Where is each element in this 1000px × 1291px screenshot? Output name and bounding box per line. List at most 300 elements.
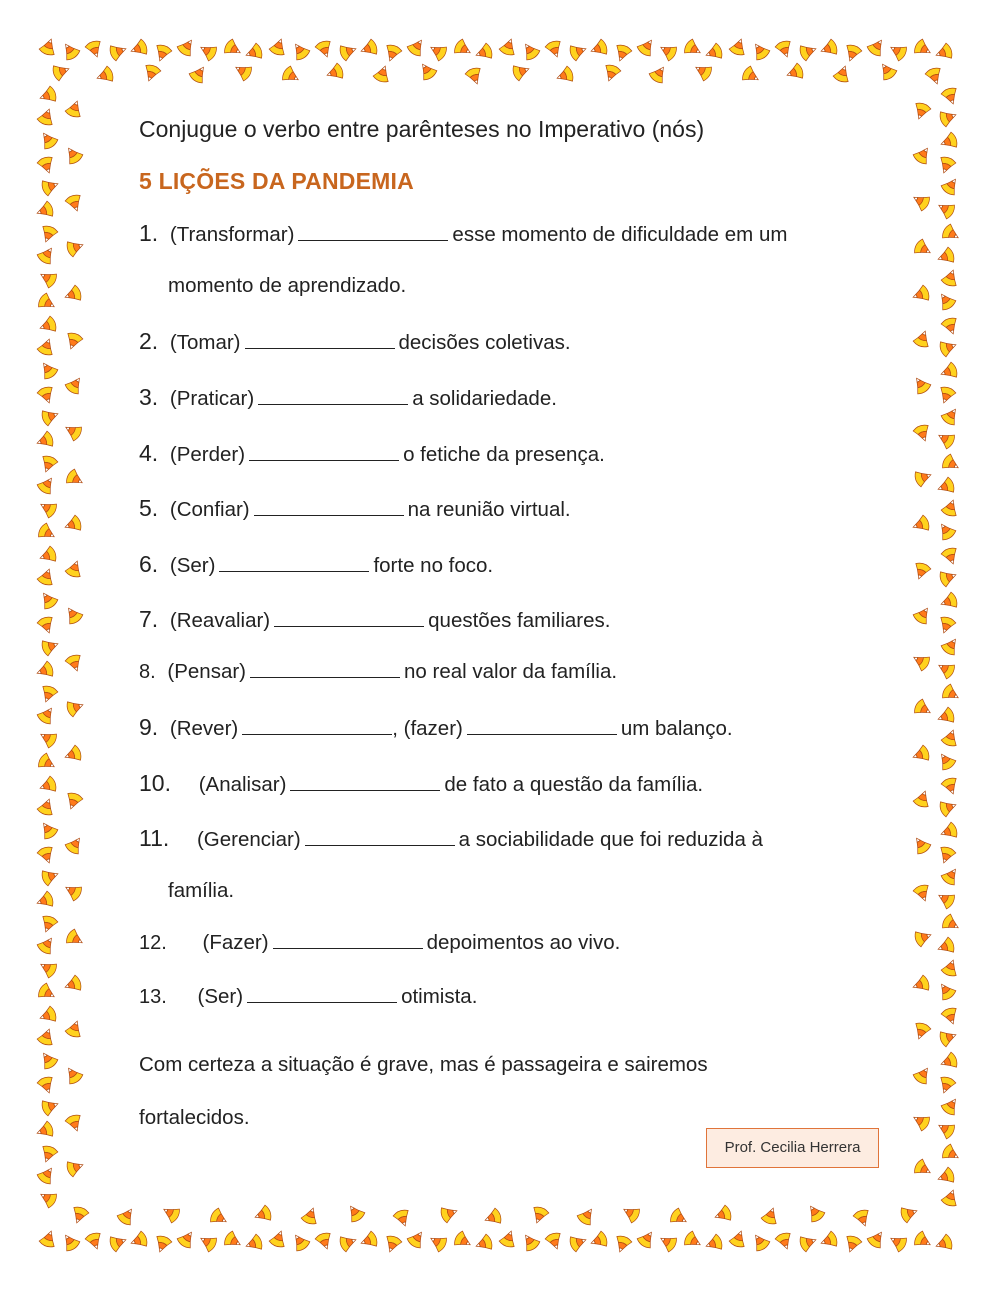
candy-corn-icon xyxy=(37,775,58,796)
candy-corn-icon xyxy=(940,497,961,518)
sentence-rest: a sociabilidade que foi reduzida à xyxy=(458,828,763,851)
candy-corn-icon xyxy=(910,374,932,396)
candy-corn-icon xyxy=(936,155,957,176)
sentence-rest: na reunião virtual. xyxy=(407,498,571,521)
candy-corn-icon xyxy=(358,38,379,59)
candy-corn-icon xyxy=(392,1208,413,1229)
candy-corn-icon xyxy=(832,63,853,84)
candy-corn-icon xyxy=(40,406,61,427)
candy-corn-icon xyxy=(289,40,311,62)
candy-corn-icon xyxy=(940,913,962,935)
candy-corn-icon xyxy=(940,683,962,705)
candy-corn-icon xyxy=(912,1230,934,1252)
candy-corn-icon xyxy=(935,980,957,1002)
candy-corn-icon xyxy=(37,957,59,979)
candy-corn-icon xyxy=(936,1075,957,1096)
candy-corn-icon xyxy=(912,144,934,166)
exercise-item-5 xyxy=(139,495,571,522)
item-number: 1. xyxy=(139,220,159,246)
closing-text-line-2: fortalecidos. xyxy=(139,1106,250,1129)
candy-corn-icon xyxy=(935,750,957,772)
candy-corn-icon xyxy=(36,155,57,176)
author-box: Prof. Cecilia Herrera xyxy=(706,1128,879,1168)
candy-corn-icon xyxy=(372,63,393,84)
candy-corn-icon xyxy=(37,545,58,566)
exercise-item-9 xyxy=(139,714,733,741)
candy-corn-icon xyxy=(712,1204,733,1225)
exercise-item-11-continuation: família. xyxy=(168,879,235,902)
candy-corn-icon xyxy=(94,65,115,86)
answer-blank[interactable] xyxy=(219,554,369,572)
verb-hint: (Ser) xyxy=(169,554,216,577)
candy-corn-icon xyxy=(519,40,541,62)
candy-corn-icon xyxy=(910,1110,932,1132)
candy-corn-icon xyxy=(40,636,61,657)
second-verb-hint: , (fazer) xyxy=(392,717,463,740)
candy-corn-icon xyxy=(37,85,58,106)
answer-blank[interactable] xyxy=(273,931,423,949)
candy-corn-icon xyxy=(40,866,61,887)
candy-corn-icon xyxy=(280,65,302,87)
candy-corn-icon xyxy=(36,522,58,544)
candy-corn-icon xyxy=(36,615,57,636)
candy-corn-icon xyxy=(64,834,86,856)
candy-corn-icon xyxy=(84,39,105,60)
candy-corn-icon xyxy=(784,62,805,83)
candy-corn-icon xyxy=(938,821,959,842)
candy-corn-icon xyxy=(636,36,658,58)
candy-corn-icon xyxy=(64,558,85,579)
candy-corn-icon xyxy=(933,1233,954,1254)
candy-corn-icon xyxy=(936,615,957,636)
candy-corn-icon xyxy=(554,65,575,86)
candy-corn-icon xyxy=(37,589,59,611)
candy-corn-icon xyxy=(338,1232,359,1253)
candy-corn-icon xyxy=(911,561,932,582)
candy-corn-icon xyxy=(576,1205,598,1227)
candy-corn-icon xyxy=(798,41,819,62)
candy-corn-icon xyxy=(36,474,58,496)
candy-corn-icon xyxy=(912,328,933,349)
candy-corn-icon xyxy=(197,40,219,62)
candy-corn-icon xyxy=(452,1230,474,1252)
answer-blank-2[interactable] xyxy=(467,717,617,735)
candy-corn-icon xyxy=(601,63,622,84)
candy-corn-icon xyxy=(36,704,58,726)
verb-hint: (Praticar) xyxy=(169,387,255,410)
candy-corn-icon xyxy=(935,706,956,727)
candy-corn-icon xyxy=(568,41,589,62)
candy-corn-icon xyxy=(176,1228,198,1250)
candy-corn-icon xyxy=(935,290,957,312)
candy-corn-icon xyxy=(128,1230,149,1251)
candy-corn-icon xyxy=(324,62,345,83)
candy-corn-icon xyxy=(62,284,83,305)
candy-corn-icon xyxy=(935,1118,957,1140)
candy-corn-icon xyxy=(866,36,888,58)
exercise-item-11 xyxy=(139,825,763,852)
candy-corn-icon xyxy=(64,374,86,396)
candy-corn-icon xyxy=(703,42,724,63)
sentence-rest: de fato a questão da família. xyxy=(444,773,704,796)
candy-corn-icon xyxy=(473,1233,494,1254)
candy-corn-icon xyxy=(63,331,84,352)
item-number: 5. xyxy=(139,495,159,521)
candy-corn-icon xyxy=(64,98,85,119)
candy-corn-icon xyxy=(152,1234,173,1255)
candy-corn-icon xyxy=(37,497,59,519)
answer-blank[interactable] xyxy=(247,985,397,1003)
candy-corn-icon xyxy=(728,36,749,57)
answer-blank[interactable] xyxy=(242,717,392,735)
item-number: 8. xyxy=(139,661,156,683)
candy-corn-icon xyxy=(804,1202,826,1224)
candy-corn-icon xyxy=(912,604,934,626)
candy-corn-icon xyxy=(65,1157,86,1178)
candy-corn-icon xyxy=(588,38,609,59)
candy-corn-icon xyxy=(933,42,954,63)
candy-corn-icon xyxy=(940,86,961,107)
candy-corn-icon xyxy=(913,927,934,948)
candy-corn-icon xyxy=(935,658,957,680)
candy-corn-icon xyxy=(938,361,959,382)
exercise-item-1-continuation: momento de aprendizado. xyxy=(168,274,407,297)
verb-hint: (Reavaliar) xyxy=(169,609,271,632)
candy-corn-icon xyxy=(818,38,839,59)
candy-corn-icon xyxy=(37,267,59,289)
candy-corn-icon xyxy=(65,237,86,258)
answer-blank[interactable] xyxy=(245,331,395,349)
sentence-rest: o fetiche da presença. xyxy=(403,443,605,466)
candy-corn-icon xyxy=(940,1187,961,1208)
candy-corn-icon xyxy=(938,107,959,128)
candy-corn-icon xyxy=(749,40,771,62)
sentence-rest: no real valor da família. xyxy=(404,660,618,683)
candy-corn-icon xyxy=(108,1232,129,1253)
candy-corn-icon xyxy=(657,1231,679,1253)
candy-corn-icon xyxy=(36,106,57,127)
candy-corn-icon xyxy=(620,1202,642,1224)
candy-corn-icon xyxy=(314,39,335,60)
candy-corn-icon xyxy=(38,36,59,57)
candy-corn-icon xyxy=(912,423,933,444)
answer-blank[interactable] xyxy=(254,498,404,516)
candy-corn-icon xyxy=(37,315,58,336)
candy-corn-icon xyxy=(427,1231,449,1253)
candy-corn-icon xyxy=(37,1005,58,1026)
candy-corn-icon xyxy=(243,1233,264,1254)
exercise-item-6 xyxy=(139,551,493,578)
candy-corn-icon xyxy=(382,1234,403,1255)
answer-blank[interactable] xyxy=(298,223,448,241)
exercise-item-8 xyxy=(139,660,617,684)
candy-corn-icon xyxy=(887,40,909,62)
candy-corn-icon xyxy=(59,40,81,62)
candy-corn-icon xyxy=(64,1113,85,1134)
candy-corn-icon xyxy=(160,1202,182,1224)
sentence-rest: esse momento de dificuldade em um xyxy=(452,223,788,246)
sentence-rest: questões familiares. xyxy=(428,609,611,632)
candy-corn-icon xyxy=(34,1120,55,1141)
sentence-rest: forte no foco. xyxy=(373,554,494,577)
candy-corn-icon xyxy=(416,60,438,82)
verb-hint: (Rever) xyxy=(169,717,239,740)
candy-corn-icon xyxy=(910,650,932,672)
candy-corn-icon xyxy=(382,43,403,64)
candy-corn-icon xyxy=(935,520,957,542)
candy-corn-icon xyxy=(314,1231,335,1252)
candy-corn-icon xyxy=(268,1228,289,1249)
candy-corn-icon xyxy=(940,175,962,197)
candy-corn-icon xyxy=(36,796,57,817)
candy-corn-icon xyxy=(913,467,934,488)
candy-corn-icon xyxy=(222,38,244,60)
candy-corn-icon xyxy=(935,888,957,910)
instruction-text: Conjugue o verbo entre parênteses no Imperativo (nós) xyxy=(139,116,705,142)
candy-corn-icon xyxy=(108,41,129,62)
candy-corn-icon xyxy=(36,566,57,587)
candy-corn-icon xyxy=(37,819,59,841)
candy-corn-icon xyxy=(682,38,704,60)
candy-corn-icon xyxy=(938,131,959,152)
candy-corn-icon xyxy=(36,752,58,774)
candy-corn-icon xyxy=(222,1230,244,1252)
candy-corn-icon xyxy=(37,129,59,151)
candy-corn-icon xyxy=(852,1208,873,1229)
candy-corn-icon xyxy=(36,845,57,866)
candy-corn-icon xyxy=(940,727,961,748)
candy-corn-icon xyxy=(34,430,55,451)
candy-corn-icon xyxy=(529,1205,550,1226)
candy-corn-icon xyxy=(36,292,58,314)
candy-corn-icon xyxy=(938,1051,959,1072)
candy-corn-icon xyxy=(544,39,565,60)
item-number: 4. xyxy=(139,440,159,466)
candy-corn-icon xyxy=(65,697,86,718)
item-number: 12. xyxy=(139,932,167,954)
candy-corn-icon xyxy=(37,1187,59,1209)
candy-corn-icon xyxy=(940,316,961,337)
candy-corn-icon xyxy=(300,1205,321,1226)
candy-corn-icon xyxy=(344,1202,366,1224)
candy-corn-icon xyxy=(62,420,84,442)
candy-corn-icon xyxy=(36,385,57,406)
candy-corn-icon xyxy=(912,38,934,60)
candy-corn-icon xyxy=(63,791,84,812)
candy-corn-icon xyxy=(938,567,959,588)
exercise-item-4 xyxy=(139,440,605,467)
candy-corn-icon xyxy=(268,36,289,57)
candy-corn-icon xyxy=(34,890,55,911)
candy-corn-icon xyxy=(842,43,863,64)
candy-corn-icon xyxy=(406,36,428,58)
candy-corn-icon xyxy=(912,698,934,720)
candy-corn-icon xyxy=(899,1203,920,1224)
candy-corn-icon xyxy=(406,1228,428,1250)
candy-corn-icon xyxy=(940,776,961,797)
candy-corn-icon xyxy=(936,385,957,406)
sentence-rest: otimista. xyxy=(401,985,478,1008)
exercise-item-10 xyxy=(139,770,703,797)
candy-corn-icon xyxy=(940,223,962,245)
candy-corn-icon xyxy=(498,36,519,57)
candy-corn-icon xyxy=(798,1232,819,1253)
candy-corn-icon xyxy=(64,193,85,214)
candy-corn-icon xyxy=(935,428,957,450)
answer-blank[interactable] xyxy=(305,828,455,846)
candy-corn-icon xyxy=(703,1233,724,1254)
verb-hint: (Ser) xyxy=(197,985,244,1008)
candy-corn-icon xyxy=(511,61,532,82)
candy-corn-icon xyxy=(818,1230,839,1251)
candy-corn-icon xyxy=(38,684,59,705)
candy-corn-icon xyxy=(40,176,61,197)
exercise-item-2 xyxy=(139,328,571,355)
answer-blank[interactable] xyxy=(274,609,424,627)
candy-corn-icon xyxy=(728,1228,749,1249)
candy-corn-icon xyxy=(36,336,57,357)
candy-corn-icon xyxy=(935,936,956,957)
candy-corn-icon xyxy=(910,834,932,856)
verb-hint: (Confiar) xyxy=(169,498,250,521)
candy-corn-icon xyxy=(636,1228,658,1250)
verb-hint: (Transformar) xyxy=(169,223,295,246)
candy-corn-icon xyxy=(38,1228,59,1249)
candy-corn-icon xyxy=(668,1207,690,1229)
candy-corn-icon xyxy=(936,845,957,866)
answer-blank[interactable] xyxy=(250,660,400,678)
candy-corn-icon xyxy=(519,1231,541,1253)
candy-corn-icon xyxy=(912,1158,934,1180)
closing-text-line-1: Com certeza a situação é grave, mas é passageira e sairemos xyxy=(139,1053,708,1076)
answer-blank[interactable] xyxy=(249,443,399,461)
exercise-item-13 xyxy=(139,985,477,1009)
candy-corn-icon xyxy=(36,1026,57,1047)
item-number: 7. xyxy=(139,606,159,632)
candy-corn-icon xyxy=(910,744,931,765)
candy-corn-icon xyxy=(197,1231,219,1253)
candy-corn-icon xyxy=(439,1203,460,1224)
candy-corn-icon xyxy=(940,453,962,475)
candy-corn-icon xyxy=(36,934,58,956)
verb-hint: (Gerenciar) xyxy=(196,828,301,851)
candy-corn-icon xyxy=(910,514,931,535)
candy-corn-icon xyxy=(64,468,86,490)
answer-blank[interactable] xyxy=(290,773,440,791)
candy-corn-icon xyxy=(910,284,931,305)
candy-corn-icon xyxy=(62,1064,84,1086)
candy-corn-icon xyxy=(64,1018,85,1039)
candy-corn-icon xyxy=(940,267,961,288)
exercise-item-12 xyxy=(139,931,620,955)
candy-corn-icon xyxy=(887,1231,909,1253)
candy-corn-icon xyxy=(128,38,149,59)
candy-corn-icon xyxy=(657,40,679,62)
candy-corn-icon xyxy=(243,42,264,63)
candy-corn-icon xyxy=(141,63,162,84)
candy-corn-icon xyxy=(176,36,198,58)
item-number: 9. xyxy=(139,714,159,740)
candy-corn-icon xyxy=(940,957,961,978)
candy-corn-icon xyxy=(924,66,945,87)
candy-corn-icon xyxy=(38,1144,59,1165)
verb-hint: (Tomar) xyxy=(169,331,241,354)
candy-corn-icon xyxy=(427,40,449,62)
candy-corn-icon xyxy=(866,1228,888,1250)
candy-corn-icon xyxy=(940,405,962,427)
candy-corn-icon xyxy=(37,359,59,381)
answer-blank[interactable] xyxy=(258,387,408,405)
candy-corn-icon xyxy=(935,476,956,497)
candy-corn-icon xyxy=(37,727,59,749)
candy-corn-icon xyxy=(912,883,933,904)
candy-corn-icon xyxy=(338,41,359,62)
candy-corn-icon xyxy=(36,1164,58,1186)
candy-corn-icon xyxy=(358,1230,379,1251)
candy-corn-icon xyxy=(692,60,714,82)
candy-corn-icon xyxy=(38,224,59,245)
item-number: 11. xyxy=(139,825,170,851)
candy-corn-icon xyxy=(36,1075,57,1096)
candy-corn-icon xyxy=(612,43,633,64)
candy-corn-icon xyxy=(760,1205,781,1226)
candy-corn-icon xyxy=(940,546,961,567)
candy-corn-icon xyxy=(498,1228,519,1249)
candy-corn-icon xyxy=(34,660,55,681)
candy-corn-icon xyxy=(912,1064,934,1086)
candy-corn-icon xyxy=(252,1204,273,1225)
candy-corn-icon xyxy=(482,1207,503,1228)
candy-corn-icon xyxy=(59,1231,81,1253)
candy-corn-icon xyxy=(69,1205,90,1226)
candy-corn-icon xyxy=(289,1231,311,1253)
candy-corn-icon xyxy=(38,914,59,935)
exercise-item-3 xyxy=(139,384,557,411)
sentence-rest: um balanço. xyxy=(620,717,733,740)
candy-corn-icon xyxy=(940,1006,961,1027)
verb-hint: (Fazer) xyxy=(202,931,269,954)
candy-corn-icon xyxy=(36,982,58,1004)
candy-corn-icon xyxy=(940,865,962,887)
verb-hint: (Perder) xyxy=(169,443,246,466)
candy-corn-icon xyxy=(544,1231,565,1252)
sentence-rest: depoimentos ao vivo. xyxy=(426,931,621,954)
candy-corn-icon xyxy=(935,198,957,220)
exercise-item-1 xyxy=(139,220,787,247)
item-number: 10. xyxy=(139,770,171,796)
candy-corn-icon xyxy=(774,39,795,60)
exercise-item-7 xyxy=(139,606,610,633)
verb-hint: (Pensar) xyxy=(167,660,246,683)
candy-corn-icon xyxy=(912,238,934,260)
candy-corn-icon xyxy=(911,1021,932,1042)
candy-corn-icon xyxy=(34,200,55,221)
candy-corn-icon xyxy=(910,190,932,212)
candy-corn-icon xyxy=(938,797,959,818)
candy-corn-icon xyxy=(116,1205,138,1227)
sentence-rest: decisões coletivas. xyxy=(398,331,571,354)
candy-corn-icon xyxy=(208,1207,230,1229)
candy-corn-icon xyxy=(568,1232,589,1253)
candy-corn-icon xyxy=(40,1096,61,1117)
candy-corn-icon xyxy=(62,144,84,166)
candy-corn-icon xyxy=(910,974,931,995)
candy-corn-icon xyxy=(152,43,173,64)
candy-corn-icon xyxy=(912,788,933,809)
candy-corn-icon xyxy=(938,337,959,358)
sentence-rest: a solidariedade. xyxy=(412,387,557,410)
candy-corn-icon xyxy=(774,1231,795,1252)
